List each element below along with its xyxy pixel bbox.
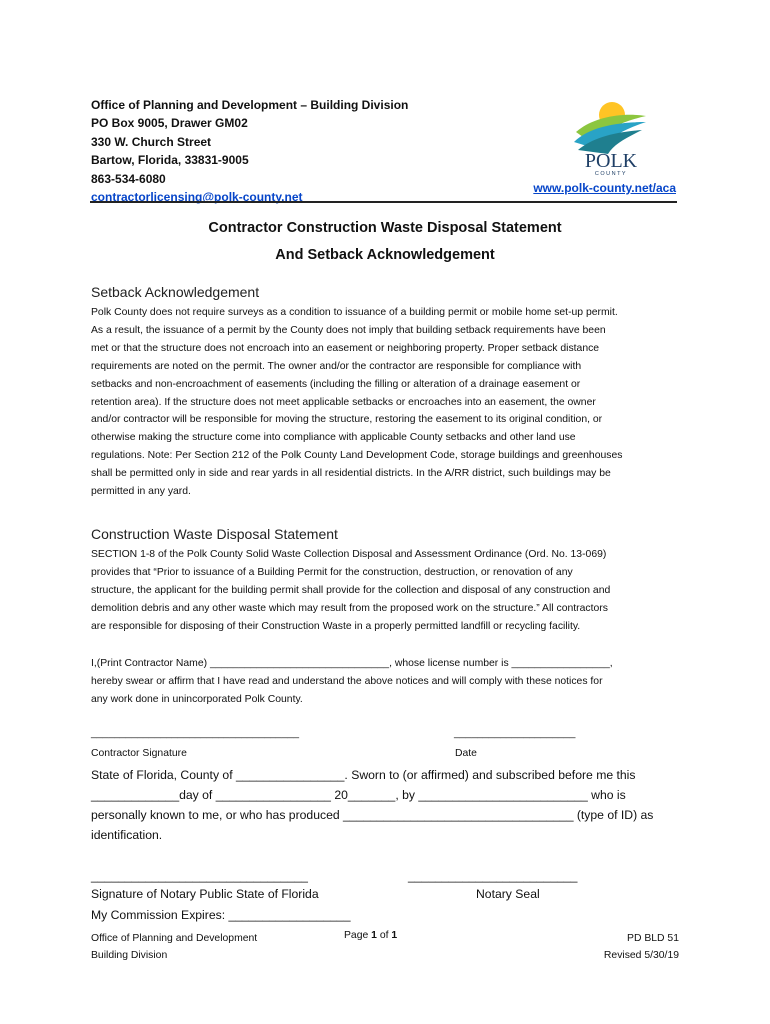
email-link[interactable]: contractorlicensing@polk-county.net xyxy=(91,190,303,205)
po-box: PO Box 9005, Drawer GM02 xyxy=(91,116,248,131)
page-number: 1 xyxy=(371,930,377,941)
city-state-zip: Bartow, Florida, 33831-9005 xyxy=(91,153,249,168)
page-of: of xyxy=(376,930,392,941)
notary-line-county[interactable]: State of Florida, County of ________________. Sworn to (or affirmed) and subscribed before me this xyxy=(91,768,636,782)
date-field[interactable]: _____________________ xyxy=(454,728,576,739)
notary-line-date[interactable]: _____________day of _________________ 20_______, by _________________________ who is xyxy=(91,788,626,802)
revised-date: Revised 5/30/19 xyxy=(603,950,679,961)
polk-logo-mark-icon xyxy=(570,98,652,176)
logo-wordmark: POLK xyxy=(584,150,638,172)
phone-number: 863-534-6080 xyxy=(91,171,166,186)
form-title-line2: And Setback Acknowledgement xyxy=(275,247,495,263)
contractor-signature-field[interactable]: ____________________________________ xyxy=(91,728,300,739)
notary-line-id[interactable]: personally known to me, or who has produced __________________________________ (type of ID) as xyxy=(91,808,654,822)
affirmation-paragraph xyxy=(91,655,687,709)
waste-line: structure, the applicant for the building permit shall provide for the collection and disposal of any construction and xyxy=(91,584,611,596)
waste-heading: Construction Waste Disposal Statement xyxy=(91,526,338,542)
setback-line: and/or contractor will be responsible for moving the structure, restoring the easement to its original condition, or xyxy=(91,414,603,426)
waste-line: are responsible for disposing of their Construction Waste in a properly permitted landfill or recycling facility. xyxy=(91,620,581,632)
affirm-line-contractor-name[interactable]: I,(Print Contractor Name) _______________________________, whose license number is _________________, xyxy=(91,658,613,669)
polk-county-logo xyxy=(570,98,652,176)
setback-line: shall be permitted only in side and rear yards in all residential districts. In the A/RR district, such buildings may be xyxy=(91,468,611,480)
header-divider xyxy=(90,201,677,203)
waste-paragraph xyxy=(91,546,687,636)
setback-line: regulations. Note: Per Section 212 of the Polk County Land Development Code, storage buildings and greenhouses xyxy=(91,450,623,462)
notary-signature-label: Signature of Notary Public State of Florida xyxy=(91,887,319,901)
notary-block xyxy=(91,765,687,845)
setback-paragraph xyxy=(91,304,687,501)
footer-office-line: Office of Planning and Development xyxy=(91,933,258,944)
footer-division-line: Building Division xyxy=(91,950,168,961)
logo-subtitle: COUNTY xyxy=(594,171,628,176)
affirm-line: any work done in unincorporated Polk County. xyxy=(91,693,303,705)
office-name: Office of Planning and Development – Building Division xyxy=(91,98,409,112)
date-label: Date xyxy=(455,748,477,759)
footer-form-info xyxy=(604,930,679,964)
waste-line: provides that “Prior to issuance of a Building Permit for the construction, destruction, or renovation of any xyxy=(91,566,573,578)
notary-seal-field[interactable]: _________________________ xyxy=(408,869,578,883)
website-link[interactable]: www.polk-county.net/aca xyxy=(533,181,676,195)
contractor-signature-label: Contractor Signature xyxy=(91,748,187,759)
waste-line: demolition debris and any other waste which may result from the proposed work on the structure.” All contractors xyxy=(91,602,608,614)
notary-signature-field[interactable]: ________________________________ xyxy=(91,869,308,883)
street-address: 330 W. Church Street xyxy=(91,134,212,149)
page-prefix: Page xyxy=(344,930,372,941)
setback-line: retention area). If the structure does not meet applicable setbacks or encroaches into an easement, the owner xyxy=(91,396,596,408)
setback-line: setbacks and non-encroachment of easements (including the filling or alteration of a drainage easement or xyxy=(91,378,581,390)
setback-line: met or that the structure does not encroach into an easement or neighboring property. Proper setback distance xyxy=(91,342,600,354)
setback-line: As a result, the issuance of a permit by the County does not imply that building setback requirements have been xyxy=(91,324,606,336)
agency-address-block xyxy=(91,96,408,206)
setback-line: requirements are noted on the permit. The owner and/or the contractor are responsible for compliance with xyxy=(91,360,582,372)
footer-office xyxy=(91,930,257,964)
form-title-line1: Contractor Construction Waste Disposal Statement xyxy=(208,220,562,236)
affirm-line: hereby swear or affirm that I have read and understand the above notices and will comply with these notices for xyxy=(91,675,603,687)
notary-seal-label: Notary Seal xyxy=(476,887,540,901)
setback-line: permitted in any yard. xyxy=(91,486,191,498)
page-indicator xyxy=(344,930,397,941)
setback-heading: Setback Acknowledgement xyxy=(91,284,260,300)
commission-expires-field[interactable]: My Commission Expires: __________________ xyxy=(91,908,351,922)
form-id: PD BLD 51 xyxy=(627,933,679,944)
page-total: 1 xyxy=(391,930,398,941)
notary-line: identification. xyxy=(91,828,163,842)
waste-line: SECTION 1-8 of the Polk County Solid Waste Collection Disposal and Assessment Ordinance (Ord. No. 13-069) xyxy=(91,549,607,560)
setback-line: Polk County does not require surveys as a condition to issuance of a building permit or mobile home set-up permit. xyxy=(91,307,618,318)
setback-line: otherwise making the structure come into compliance with applicable County setbacks and other land use xyxy=(91,432,576,444)
